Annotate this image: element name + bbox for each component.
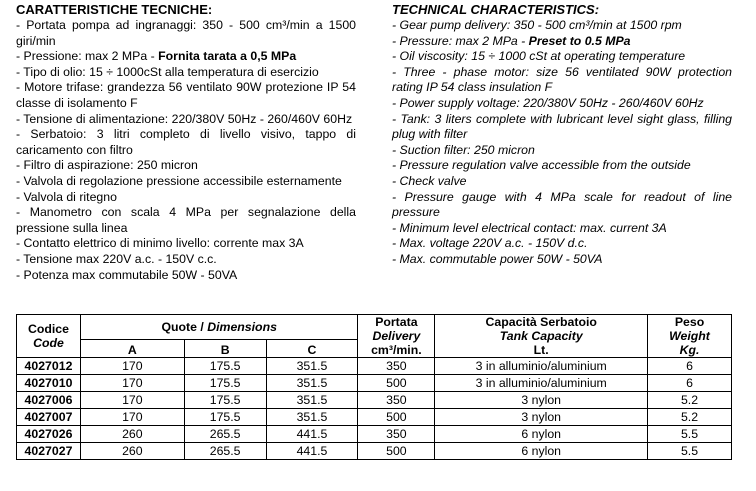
italian-title: CARATTERISTICHE TECNICHE: <box>16 2 213 17</box>
header-weight <box>648 315 732 358</box>
cell-code: 4027012 <box>17 358 81 375</box>
spec-item-text: - Manometro con scala 4 MPa per segnalazione della pressione sulla linea <box>16 205 356 235</box>
cell-b: 175.5 <box>184 375 266 392</box>
cell-code: 4027026 <box>17 426 81 443</box>
spec-item-text: - Check valve <box>392 173 467 188</box>
spec-item <box>392 18 732 34</box>
table-row <box>17 443 732 460</box>
english-spec-list <box>392 18 732 268</box>
cell-a: 170 <box>80 375 184 392</box>
cell-flow: 350 <box>358 426 435 443</box>
spec-item-text: - Three - phase motor: size 56 ventilated 90W protection rating IP 54 class insulation F <box>392 64 732 95</box>
spec-item <box>16 174 356 190</box>
spec-item <box>16 80 356 111</box>
cell-c: 351.5 <box>266 409 358 426</box>
spec-item-text: - Tensione di alimentazione: 220/380V 50Hz - 260/460V 60Hz <box>16 111 353 126</box>
spec-item-text: - Pressure regulation valve accessible from the outside <box>392 158 691 173</box>
header-tank <box>435 315 648 358</box>
cell-c: 351.5 <box>266 358 358 375</box>
spec-item <box>392 158 732 174</box>
header-dim-a: A <box>80 340 184 358</box>
cell-c: 351.5 <box>266 392 358 409</box>
cell-weight: 5.5 <box>648 443 732 460</box>
table-row <box>17 358 732 375</box>
cell-code: 4027010 <box>17 375 81 392</box>
spec-item <box>16 236 356 252</box>
spec-item-text: - Max. commutable power 50W - 50VA <box>392 251 603 266</box>
cell-a: 260 <box>80 426 184 443</box>
cell-weight: 5.2 <box>648 409 732 426</box>
cell-b: 265.5 <box>184 426 266 443</box>
table-body <box>17 358 732 460</box>
header-flow-en: Delivery <box>372 329 421 343</box>
header-delivery <box>358 315 435 358</box>
cell-b: 175.5 <box>184 392 266 409</box>
spec-item <box>16 190 356 206</box>
cell-tank: 6 nylon <box>435 443 648 460</box>
header-flow-it: Portata <box>375 315 418 329</box>
english-title: TECHNICAL CHARACTERISTICS: <box>392 2 600 17</box>
spec-item-text: - Pressione: max 2 MPa - <box>16 49 159 64</box>
spec-item-text: - Contatto elettrico di minimo livello: corrente max 3A <box>16 236 304 251</box>
italian-specs <box>16 2 356 283</box>
cell-b: 175.5 <box>184 409 266 426</box>
spec-item <box>392 236 732 252</box>
header-weight-unit: Kg. <box>679 343 700 357</box>
spec-item-highlight: Fornita tarata a 0,5 MPa <box>158 49 297 64</box>
spec-item <box>16 18 356 49</box>
cell-c: 441.5 <box>266 426 358 443</box>
spec-item <box>392 96 732 112</box>
cell-a: 260 <box>80 443 184 460</box>
spec-item <box>392 252 732 268</box>
table-row <box>17 375 732 392</box>
spec-item-text: - Portata pompa ad ingranaggi: 350 - 500 cm³/min a 1500 giri/min <box>16 18 356 48</box>
english-specs <box>392 2 732 268</box>
table-row <box>17 392 732 409</box>
cell-tank: 3 in alluminio/aluminium <box>435 358 648 375</box>
spec-item-text: - Filtro di aspirazione: 250 micron <box>16 158 198 173</box>
cell-a: 170 <box>80 409 184 426</box>
cell-a: 170 <box>80 358 184 375</box>
header-weight-it: Peso <box>674 315 705 329</box>
spec-item <box>392 49 732 65</box>
table-row <box>17 409 732 426</box>
cell-code: 4027007 <box>17 409 81 426</box>
spec-item-text: - Minimum level electrical contact: max. current 3A <box>392 220 667 235</box>
spec-item-text: - Gear pump delivery: 350 - 500 cm³/min at 1500 rpm <box>392 18 682 32</box>
cell-c: 351.5 <box>266 375 358 392</box>
spec-item <box>16 158 356 174</box>
spec-item-text: - Tipo di olio: 15 ÷ 1000cSt alla temperatura di esercizio <box>16 64 319 79</box>
header-tank-it: Capacità Serbatoio <box>485 315 597 329</box>
cell-flow: 500 <box>358 409 435 426</box>
header-weight-en: Weight <box>669 329 710 343</box>
cell-flow: 500 <box>358 443 435 460</box>
cell-b: 265.5 <box>184 443 266 460</box>
spec-item-text: - Motore trifase: grandezza 56 ventilato 90W protezione IP 54 classe di isolamento F <box>16 80 356 110</box>
cell-b: 175.5 <box>184 358 266 375</box>
spec-item-highlight: Preset to 0.5 MPa <box>528 33 631 48</box>
spec-item <box>392 143 732 159</box>
italian-spec-list <box>16 18 356 283</box>
cell-flow: 350 <box>358 392 435 409</box>
spec-item-text: - Oil viscosity: 15 ÷ 1000 cSt at operating temperature <box>392 49 686 64</box>
cell-tank: 6 nylon <box>435 426 648 443</box>
spec-item <box>16 268 356 284</box>
spec-item <box>392 190 732 221</box>
spec-item-text: - Valvola di ritegno <box>16 189 117 204</box>
table-row <box>17 426 732 443</box>
spec-item <box>16 49 356 65</box>
spec-item-text: - Suction filter: 250 micron <box>392 142 535 157</box>
spec-item-text: - Pressure: max 2 MPa - <box>392 33 529 48</box>
cell-a: 170 <box>80 392 184 409</box>
cell-weight: 6 <box>648 375 732 392</box>
spec-item <box>16 65 356 81</box>
spec-item <box>16 127 356 158</box>
spec-item <box>392 34 732 50</box>
spec-item-text: - Potenza max commutabile 50W - 50VA <box>16 267 238 282</box>
header-tank-en: Tank Capacity <box>499 329 583 343</box>
spec-item-text: - Power supply voltage: 220/380V 50Hz - 260/460V 60Hz <box>392 95 704 110</box>
cell-tank: 3 nylon <box>435 392 648 409</box>
spec-item-text: - Max. voltage 220V a.c. - 150V d.c. <box>392 236 588 251</box>
spec-item-text: - Tensione max 220V a.c. - 150V c.c. <box>16 251 217 266</box>
spec-item <box>392 65 732 96</box>
header-dims-en: Dimensions <box>207 320 277 334</box>
product-table <box>16 314 732 460</box>
cell-flow: 350 <box>358 358 435 375</box>
spec-item-text: - Tank: 3 liters complete with lubricant level sight glass, filling plug with filter <box>392 111 732 142</box>
spec-item-text: - Pressure gauge with 4 MPa scale for readout of line pressure <box>392 189 732 220</box>
cell-tank: 3 nylon <box>435 409 648 426</box>
header-code <box>17 315 81 358</box>
cell-c: 441.5 <box>266 443 358 460</box>
spec-item <box>392 221 732 237</box>
cell-weight: 6 <box>648 358 732 375</box>
spec-item <box>16 205 356 236</box>
cell-flow: 500 <box>358 375 435 392</box>
spec-item-text: - Valvola di regolazione pressione accessibile esternamente <box>16 173 342 188</box>
cell-weight: 5.2 <box>648 392 732 409</box>
spec-item <box>16 252 356 268</box>
spec-item <box>16 112 356 128</box>
spec-item <box>392 174 732 190</box>
header-code-it: Codice <box>27 322 69 336</box>
spec-item-text: - Serbatoio: 3 litri completo di livello visivo, tappo di caricamento con filtro <box>16 127 356 157</box>
header-tank-unit: Lt. <box>533 343 549 357</box>
header-flow-unit: cm³/min. <box>371 343 422 357</box>
header-dimensions <box>80 315 357 340</box>
header-dim-c: C <box>266 340 358 358</box>
cell-tank: 3 in alluminio/aluminium <box>435 375 648 392</box>
spec-item <box>392 112 732 143</box>
cell-code: 4027027 <box>17 443 81 460</box>
cell-weight: 5.5 <box>648 426 732 443</box>
header-code-en: Code <box>33 336 64 350</box>
header-dims-it: Quote / <box>161 320 208 334</box>
cell-code: 4027006 <box>17 392 81 409</box>
header-dim-b: B <box>184 340 266 358</box>
